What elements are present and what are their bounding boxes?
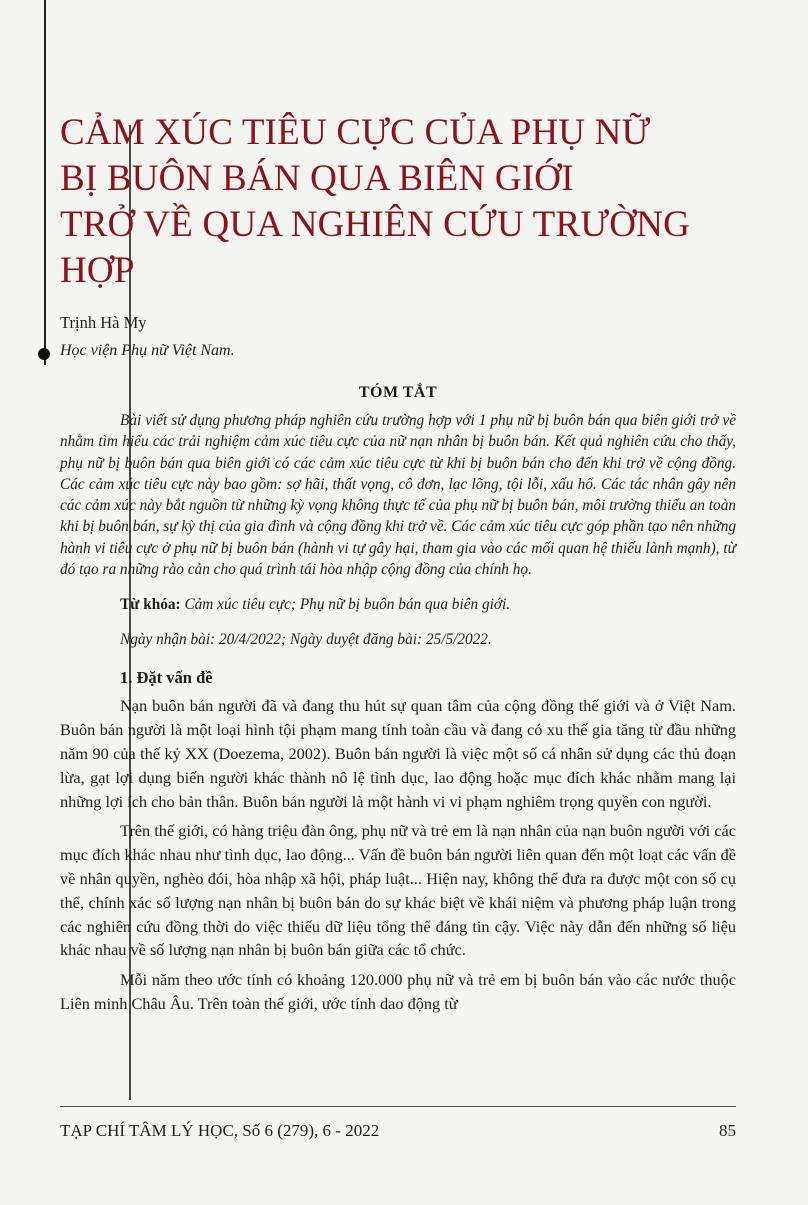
footer-divider: [60, 1106, 736, 1107]
scan-punch-hole: [38, 348, 50, 360]
article-page: [60, 110, 736, 1016]
author-name: Trịnh Hà My: [60, 313, 147, 332]
abstract-heading: TÓM TẮT: [358, 384, 438, 401]
author-affiliation: Học viện Phụ nữ Việt Nam.: [60, 342, 235, 359]
abstract-text: Bài viết sử dụng phương pháp nghiên cứu trường hợp với 1 phụ nữ bị buôn bán qua biên giới trở về nhằm tìm hiểu các trải nghiệm cảm xúc tiêu cực của nữ nạn nhân bị buôn bán. Kết quả nghiên cứu cho thấy, phụ nữ bị buôn bán qua biên giới có các cảm xúc tiêu cực từ khi bị buôn bán cho đến khi trở về cộng đồng. Các cảm xúc tiêu cực này bao gồm: sợ hãi, thất vọng, cô đơn, lạc lõng, tội lỗi, xấu hổ. Các tác nhân gây nên các cảm xúc này bắt nguồn từ những kỳ vọng không thực tế của phụ nữ bị buôn bán, môi trường thiếu an toàn khi bị buôn bán, sự kỳ thị của gia đình và cộng đồng khi trở về. Các cảm xúc tiêu cực góp phần tạo nên những hành vi tiêu cực ở phụ nữ bị buôn bán (hành vi tự gây hại, tham gia vào các mối quan hệ thiếu lành mạnh), từ đó tạo ra những rào cản cho quá trình tái hòa nhập cộng đồng của chính họ.: [60, 412, 736, 579]
title-line-1: CẢM XÚC TIÊU CỰC CỦA PHỤ NỮ: [60, 112, 651, 153]
keywords-line: [60, 594, 736, 615]
journal-citation: TẠP CHÍ TÂM LÝ HỌC, Số 6 (279), 6 - 2022: [60, 1121, 380, 1140]
body-paragraph-2: Trên thế giới, có hàng triệu đàn ông, phụ nữ và trẻ em là nạn nhân của nạn buôn người với các mục đích khác nhau như tình dục, lao động... Vấn đề buôn bán người liên quan đến một loạt các vấn đề về nhân quyền, nghèo đói, hòa nhập xã hội, pháp luật... Hiện nay, không thể đưa ra được một con số cụ thể, chính xác số lượng nạn nhân bị buôn bán do sự khác biệt về khái niệm và phương pháp luận trong các nghiên cứu đồng thời do việc thiếu dữ liệu tổng thể đáng tin cậy. Việc này dẫn đến những số liệu khác nhau về số lượng nạn nhân bị buôn bán giữa các tổ chức.: [60, 821, 736, 960]
section-heading: 1. Đặt vấn đề: [120, 668, 213, 688]
body-paragraph-3: Mỗi năm theo ước tính có khoảng 120.000 phụ nữ và trẻ em bị buôn bán vào các nước thuộc Liên minh Châu Âu. Trên toàn thế giới, ước tính dao động từ: [60, 970, 736, 1013]
title-line-2: BỊ BUÔN BÁN QUA BIÊN GIỚI: [60, 158, 574, 199]
scan-binding-line: [44, 0, 46, 365]
dates-line: Ngày nhận bài: 20/4/2022; Ngày duyệt đăng bài: 25/5/2022.: [120, 631, 492, 649]
keywords-value: Cảm xúc tiêu cực; Phụ nữ bị buôn bán qua biên giới.: [184, 596, 511, 614]
article-title: [60, 110, 736, 294]
keywords-label: Từ khóa:: [120, 596, 181, 614]
page-number: 85: [719, 1121, 736, 1140]
body-paragraph-1: Nạn buôn bán người đã và đang thu hút sự quan tâm của cộng đồng thế giới và ở Việt Nam. Buôn bán người là một loại hình tội phạm mang tính toàn cầu và đang có xu thế gia tăng từ đầu những năm 90 của thế kỷ XX (Doezema, 2002). Buôn bán người là việc một số cá nhân sử dụng các thủ đoạn lừa, gạt lợi dụng biến người khác thành nô lệ tình dục, lao động hoặc mục đích khác nhằm mang lại những lợi ích cho bản thân. Buôn bán người là một hành vi vi phạm nghiêm trọng quyền con người.: [60, 696, 736, 811]
title-line-3: TRỞ VỀ QUA NGHIÊN CỨU TRƯỜNG HỢP: [60, 204, 691, 291]
